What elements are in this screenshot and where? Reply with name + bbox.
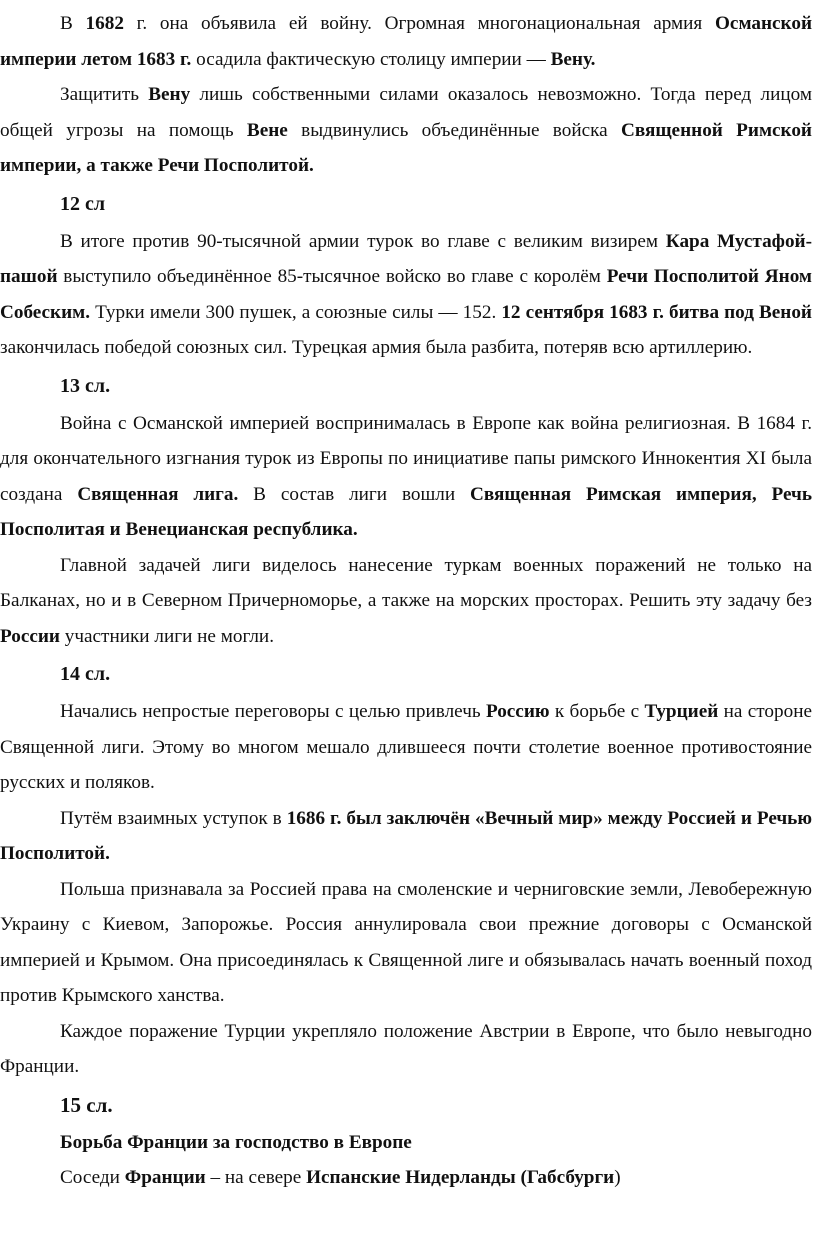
paragraph [0, 548, 816, 655]
paragraph [0, 872, 816, 1014]
bold-text: Вену [148, 84, 191, 105]
text-run: В итоге против 90-тысячной армии турок во главе с великим визирем [60, 230, 666, 252]
text-run: Соседи [60, 1167, 125, 1188]
text-run: ) [614, 1167, 621, 1188]
paragraph [0, 224, 816, 366]
text-run: г. она объявила ей войну. Огромная многонациональная армия [123, 13, 715, 34]
text-run: Главной задачей лиги виделось нанесение туркам военных поражений не только на Балканах, но и в Северном Причерноморье, а также на морских просторах. Решить эту задачу без [0, 554, 812, 611]
paragraph [0, 801, 816, 872]
paragraph [0, 1125, 816, 1161]
text-run: участники лиги не могли. [59, 625, 274, 647]
text-run: Путём взаимных уступок в [60, 807, 287, 829]
text-run: Начались непростые переговоры с целью привлечь [60, 701, 486, 722]
text-run: выступило объединённое 85-тысячное войско во главе с королём [57, 266, 607, 287]
text-run: Турки имели 300 пушек, а союзные силы — 152. [90, 301, 502, 323]
bold-text: Турцией [644, 701, 719, 722]
bold-text: Священной Римской империи, а также Речи Посполитой. [0, 119, 812, 176]
text-run: Польша признавала за Россией права на смоленские и черниговские земли, Левобережную Украину с Киевом, Запорожье. Россия аннулировала свои прежние договоры с Османской империей и Крымом. Она присоединялась к Священной лиге и обязывалась начать военный поход против Крымского ханства. [0, 878, 812, 1006]
text-run: Каждое поражение Турции укрепляло положение Австрии в Европе, что было невыгодно Франции. [0, 1020, 812, 1077]
bold-text: Османской империи летом 1683 г. [0, 13, 812, 70]
paragraph [0, 694, 816, 801]
text-run: закончилась победой союзных сил. Турецкая армия была разбита, потеряв всю артиллерию. [0, 337, 753, 358]
bold-text: Речи Посполитой Яном Собеским. [0, 266, 812, 323]
text-run: на стороне Священной лиги. Этому во многом мешало длившееся почти столетие военное противостояние русских и поляков. [0, 701, 812, 793]
slide-heading: 15 сл. [60, 1092, 113, 1117]
bold-text: России [0, 625, 60, 647]
bold-text: 1682 [85, 13, 124, 34]
bold-text: Священная лига. [77, 483, 239, 505]
paragraph [0, 1160, 816, 1196]
text-run: – на севере [205, 1167, 307, 1188]
slide-heading: 14 сл. [60, 663, 111, 685]
text-run: осадила фактическую столицу империи — [191, 48, 551, 70]
text-run: лишь собственными силами оказалось невозможно. Тогда перед лицом общей угрозы на помощь [0, 84, 812, 141]
paragraph [0, 406, 816, 548]
text-run: В [60, 13, 86, 34]
bold-text: 1686 г. был заключён «Вечный мир» между Россией и Речью Посполитой. [0, 807, 812, 864]
bold-text: 12 сентября 1683 г. битва под Веной [501, 301, 812, 323]
text-run: к борьбе с [549, 701, 645, 722]
paragraph [0, 77, 816, 184]
bold-text: Испанские Нидерланды (Габсбурги [306, 1167, 615, 1188]
bold-text: Борьба Франции за господство в Европе [60, 1131, 412, 1153]
slide-heading: 13 сл. [60, 374, 111, 397]
bold-text: Священная Римская империя, Речь Посполитая и Венецианская республика. [0, 483, 812, 540]
text-run: Война с Османской империей воспринималась в Европе как война религиозная. В 1684 г. для окончательного изгнания турок из Европы по инициативе папы римского Иннокентия XI была создана [0, 412, 812, 505]
text-run: Защитить [60, 84, 149, 105]
bold-text: Франции [124, 1167, 206, 1188]
bold-text: Вене [246, 119, 288, 141]
slide-heading: 12 сл [60, 192, 106, 215]
bold-text: Кара Мустафой-пашой [0, 230, 812, 287]
bold-text: Россию [485, 701, 550, 722]
text-run: В состав лиги вошли [238, 483, 470, 505]
text-run: выдвинулись объединённые войска [287, 119, 622, 141]
paragraph [0, 6, 816, 77]
bold-text: Вену. [550, 48, 596, 70]
paragraph [0, 1014, 816, 1085]
